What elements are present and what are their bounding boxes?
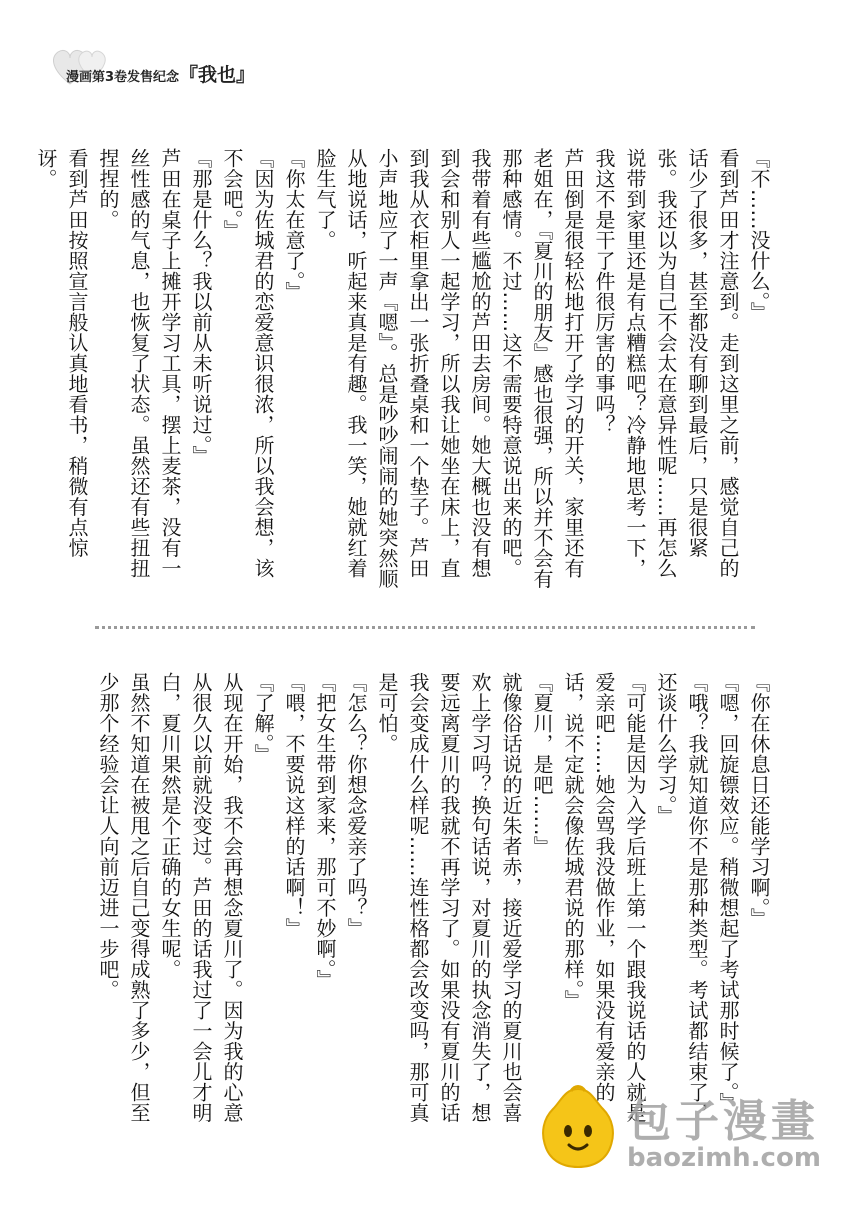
paragraph: 『可能是因为入学后班上第一个跟我说话的人就是爱亲吧……她会骂我没做作业，如果没有爱亲的话，说不定就会像佐城君说的那样。』 xyxy=(561,672,647,1123)
paragraph: 『那是什么？我以前从未听说过。』 xyxy=(189,148,213,466)
paragraph: 『夏川，是吧……』 xyxy=(530,672,554,857)
paragraph: 『喂，不要说这样的话啊！』 xyxy=(282,672,306,939)
paragraph: 『把女生带到家来，那可不妙啊。』 xyxy=(313,672,337,990)
story-section-1 xyxy=(34,148,774,593)
watermark-url: baozimh.com xyxy=(627,1143,821,1173)
paragraph: 『你在休息日还能学习啊。』 xyxy=(747,672,771,929)
story-section-2 xyxy=(74,672,774,1142)
paragraph: 『嗯，回旋镖效应。稍微想起了考试那时候了。』 xyxy=(716,672,740,1113)
header-prefix: 漫画第3卷发售纪念 xyxy=(66,70,180,85)
bun-logo-icon xyxy=(535,1081,621,1173)
paragraph: 『了解。』 xyxy=(251,672,275,765)
paragraph: 『哦？我就知道你不是那种类型。考试都结束了，还谈什么学习。』 xyxy=(654,672,709,1123)
header-title: 『我也』 xyxy=(179,64,256,86)
paragraph: 『你太在意了。』 xyxy=(282,148,306,302)
page-header xyxy=(48,40,308,90)
paragraph: 我带着有些尴尬的芦田去房间。她大概也没有想到会和别人一起学习，所以我让她坐在床上，直到我从衣柜里拿出一张折叠桌和一个垫子。芦田小声地应了一声『嗯』。总是吵吵闹闹的她突然顺从地说话，听起来真是有趣。我一笑，她就红着脸生气了。 xyxy=(313,148,492,589)
paragraph: 就像俗话说的近朱者赤，接近爱学习的夏川也会喜欢上学习吗？换句话说，对夏川的执念消失了，想要远离夏川的我就不再学习了。如果没有夏川的话我会变成什么样呢……连性格都会改变吗，那可真是可怕。 xyxy=(375,672,523,1123)
paragraph: 看到芦田按照宣言般认真地看书，稍微有点惊讶。 xyxy=(34,148,89,558)
paragraph: 『怎么？你想念爱亲了吗？』 xyxy=(344,672,368,939)
paragraph: 『因为佐城君的恋爱意识很浓，所以我会想，该不会吧。』 xyxy=(220,148,275,579)
paragraph: 芦田在桌子上摊开学习工具，摆上麦茶，没有一丝性感的气息，也恢复了状态。虽然还有些扭扭捏捏的。 xyxy=(96,148,182,579)
watermark-title: 包子漫畫 xyxy=(627,1096,819,1147)
paragraph: 从现在开始，我不会再想念夏川了。因为我的心意从很久以前就没变过。芦田的话我过了一会儿才明白，夏川果然是个正确的女生呢。 xyxy=(158,672,244,1123)
paragraph: 『不……没什么。』 xyxy=(747,148,771,323)
paragraph: 芦田倒是很轻松地打开了学习的开关，家里还有老姐在，『夏川的朋友』感也很强，所以并不会有那种感情。不过……这不需要特意说出来的吧。 xyxy=(499,148,585,589)
dotted-divider xyxy=(95,626,755,629)
paragraph: 看到芦田才注意到。走到这里之前，感觉自己的话少了很多，甚至都没有聊到最后，只是很紧张。我还以为自己不会太在意异性呢……再怎么说带到家里还是有点糟糕吧？冷静地思考一下，我这不是干了件很厉害的事吗？ xyxy=(592,148,740,579)
watermark xyxy=(535,1075,845,1200)
header-text xyxy=(66,60,255,87)
paragraph: 虽然不知道在被甩之后自己变得成熟了多少，但至少那个经验会让人向前迈进一步吧。 xyxy=(96,672,151,1123)
